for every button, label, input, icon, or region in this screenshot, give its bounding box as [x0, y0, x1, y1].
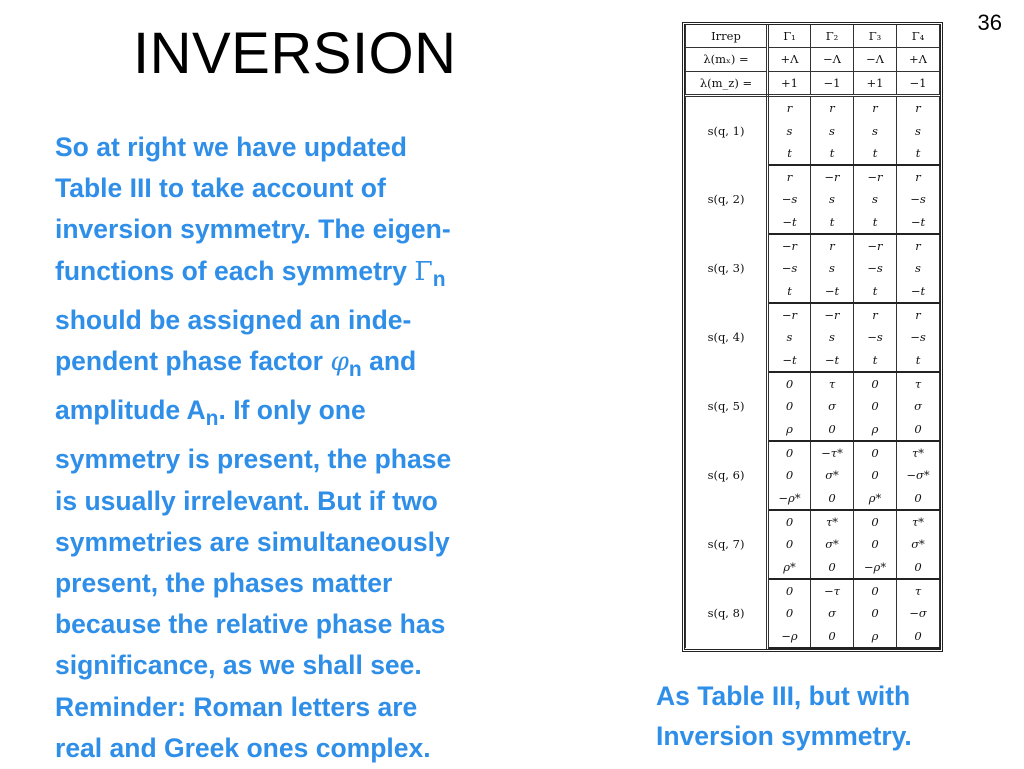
- table-cell: t: [897, 142, 940, 165]
- table-cell: −Λ: [854, 48, 897, 71]
- table-cell: σ: [811, 395, 854, 417]
- table-cell: 0: [811, 487, 854, 510]
- irrep-table: [685, 25, 940, 649]
- table-cell: −σ*: [897, 464, 940, 486]
- block-label: s(q, 1): [686, 96, 768, 165]
- table-cell: −σ: [897, 602, 940, 624]
- table-cell: 0: [854, 510, 897, 533]
- table-row: [686, 441, 940, 464]
- body-line: inversion symmetry. The eigen-: [55, 214, 451, 245]
- table-header-row: [686, 25, 940, 48]
- table-cell: s: [811, 257, 854, 279]
- table-cell: 0: [897, 555, 940, 578]
- table-cell: +Λ: [897, 48, 940, 71]
- body-line-text: pendent phase factor: [55, 346, 331, 377]
- body-line: symmetries are simultaneously: [55, 526, 450, 557]
- table-cell: 0: [768, 395, 811, 417]
- body-line: significance, as we shall see.: [55, 650, 422, 681]
- table-cell: 0: [854, 395, 897, 417]
- table-cell: 0: [897, 624, 940, 648]
- table-cell: t: [768, 142, 811, 165]
- table-cell: Γ₂: [811, 25, 854, 48]
- table-cell: +1: [854, 71, 897, 95]
- table-cell: t: [811, 211, 854, 234]
- table-cell: −ρ: [768, 624, 811, 648]
- table-cell: 0: [854, 533, 897, 555]
- body-line-text: . If only one: [218, 395, 366, 426]
- table-cell: 0: [768, 579, 811, 602]
- table-cell: t: [854, 280, 897, 303]
- table-cell: 0: [768, 464, 811, 486]
- body-line: real and Greek ones complex.: [55, 732, 431, 763]
- table-cell: Γ₁: [768, 25, 811, 48]
- table-cell: −t: [768, 349, 811, 372]
- table-cell: −r: [854, 234, 897, 257]
- table-cell: s: [811, 119, 854, 141]
- table-cell: r: [897, 96, 940, 120]
- table-row: [686, 165, 940, 188]
- table-row: [686, 510, 940, 533]
- table-cell: t: [854, 142, 897, 165]
- table-cell: r: [811, 96, 854, 120]
- phi-symbol: φ: [330, 346, 349, 378]
- body-line: is usually irrelevant. But if two: [55, 485, 438, 516]
- gamma-symbol: Γ: [414, 255, 433, 287]
- table-cell: r: [897, 165, 940, 188]
- table-cell: −s: [854, 326, 897, 348]
- table-cell: Irrep: [686, 25, 768, 48]
- table-cell: ρ*: [854, 487, 897, 510]
- table-cell: t: [897, 349, 940, 372]
- table-cell: +1: [768, 71, 811, 95]
- page-number: 36: [977, 10, 1002, 35]
- table-row: [686, 234, 940, 257]
- table-cell: Γ₃: [854, 25, 897, 48]
- table-cell: 0: [811, 418, 854, 441]
- table-cell: s: [768, 326, 811, 348]
- table-cell: τ: [897, 579, 940, 602]
- table-cell: −r: [811, 303, 854, 326]
- block-label: s(q, 3): [686, 234, 768, 303]
- block-label: s(q, 6): [686, 441, 768, 510]
- table-cell: ρ: [854, 624, 897, 648]
- subscript-n: n: [348, 358, 362, 382]
- table-cell: ρ: [768, 418, 811, 441]
- table-caption: [656, 676, 1006, 756]
- table-cell: −1: [897, 71, 940, 95]
- caption-line: As Table III, but with: [656, 681, 911, 711]
- table-cell: −r: [854, 165, 897, 188]
- table-cell: 0: [854, 441, 897, 464]
- table-cell: 0: [768, 441, 811, 464]
- table-header-row: [686, 71, 940, 95]
- table-cell: −s: [768, 188, 811, 210]
- table-cell: −1: [811, 71, 854, 95]
- table-cell: 0: [854, 372, 897, 395]
- body-line-text: and: [361, 346, 417, 377]
- subscript-n: n: [432, 267, 446, 291]
- table-cell: 0: [897, 418, 940, 441]
- table-cell: 0: [897, 487, 940, 510]
- table-cell: −t: [811, 280, 854, 303]
- table-cell: s: [854, 188, 897, 210]
- table-cell: σ*: [897, 533, 940, 555]
- table-cell: −t: [768, 211, 811, 234]
- table-header-row: [686, 48, 940, 71]
- table-row: [686, 372, 940, 395]
- table-cell: 0: [811, 555, 854, 578]
- table-cell: −t: [811, 349, 854, 372]
- body-line: present, the phases matter: [55, 568, 393, 599]
- table-cell: r: [854, 303, 897, 326]
- table-cell: σ*: [811, 533, 854, 555]
- table-cell: r: [768, 96, 811, 120]
- table-row: [686, 303, 940, 326]
- table-cell: r: [897, 234, 940, 257]
- table-cell: τ*: [811, 510, 854, 533]
- table-cell: τ: [897, 372, 940, 395]
- table-cell: τ*: [897, 441, 940, 464]
- table-cell: σ: [897, 395, 940, 417]
- body-line: Reminder: Roman letters are: [55, 691, 418, 722]
- table-cell: ρ: [854, 418, 897, 441]
- table-cell: −t: [897, 280, 940, 303]
- table-cell: t: [854, 211, 897, 234]
- table-cell: −τ*: [811, 441, 854, 464]
- table-cell: 0: [854, 602, 897, 624]
- block-label: s(q, 7): [686, 510, 768, 579]
- table-cell: s: [897, 119, 940, 141]
- body-paragraph: [55, 127, 595, 769]
- body-line: Table III to take account of: [55, 173, 386, 204]
- body-line: should be assigned an inde-: [55, 304, 412, 335]
- block-label: s(q, 4): [686, 303, 768, 372]
- table-cell: −s: [897, 188, 940, 210]
- body-line-text: amplitude A: [55, 395, 206, 426]
- table-row: [686, 96, 940, 120]
- table-cell: −s: [768, 257, 811, 279]
- table-cell: 0: [768, 372, 811, 395]
- table-cell: s: [897, 257, 940, 279]
- table-cell: σ: [811, 602, 854, 624]
- table-cell: r: [811, 234, 854, 257]
- slide-title: INVERSION: [133, 21, 457, 86]
- table-cell: −r: [768, 303, 811, 326]
- body-line: [55, 341, 595, 390]
- body-line: So at right we have updated: [55, 132, 407, 162]
- subscript-n: n: [205, 407, 219, 431]
- table-cell: s: [811, 326, 854, 348]
- table-cell: τ: [811, 372, 854, 395]
- table-cell: 0: [768, 510, 811, 533]
- table-cell: 0: [854, 579, 897, 602]
- irrep-table-frame: [682, 22, 943, 652]
- body-line-text: functions of each symmetry: [55, 255, 415, 286]
- table-cell: 0: [811, 624, 854, 648]
- body-line: symmetry is present, the phase: [55, 444, 452, 475]
- block-label: s(q, 2): [686, 165, 768, 234]
- table-cell: s: [811, 188, 854, 210]
- caption-line: Inversion symmetry.: [656, 721, 912, 751]
- table-cell: 0: [768, 533, 811, 555]
- table-cell: −ρ*: [854, 555, 897, 578]
- table-cell: −τ: [811, 579, 854, 602]
- table-cell: s: [854, 119, 897, 141]
- table-cell: s: [768, 119, 811, 141]
- table-cell: 0: [854, 464, 897, 486]
- table-cell: −r: [768, 234, 811, 257]
- block-label: s(q, 5): [686, 372, 768, 441]
- body-line: [55, 390, 595, 439]
- table-cell: −s: [854, 257, 897, 279]
- table-cell: −t: [897, 211, 940, 234]
- table-cell: t: [854, 349, 897, 372]
- table-cell: r: [897, 303, 940, 326]
- table-cell: r: [768, 165, 811, 188]
- table-cell: σ*: [811, 464, 854, 486]
- table-cell: −s: [897, 326, 940, 348]
- table-cell: λ(m_z) =: [686, 71, 768, 95]
- body-line: [55, 251, 595, 300]
- table-cell: −ρ*: [768, 487, 811, 510]
- table-cell: Γ₄: [897, 25, 940, 48]
- table-cell: t: [768, 280, 811, 303]
- block-label: s(q, 8): [686, 579, 768, 648]
- table-cell: t: [811, 142, 854, 165]
- table-cell: ρ*: [768, 555, 811, 578]
- table-cell: +Λ: [768, 48, 811, 71]
- body-line: because the relative phase has: [55, 609, 446, 640]
- table-cell: τ*: [897, 510, 940, 533]
- table-cell: λ(mₓ) =: [686, 48, 768, 71]
- table-row: [686, 579, 940, 602]
- table-cell: −r: [811, 165, 854, 188]
- table-cell: 0: [768, 602, 811, 624]
- table-cell: r: [854, 96, 897, 120]
- irrep-table-body: [686, 25, 940, 648]
- table-cell: −Λ: [811, 48, 854, 71]
